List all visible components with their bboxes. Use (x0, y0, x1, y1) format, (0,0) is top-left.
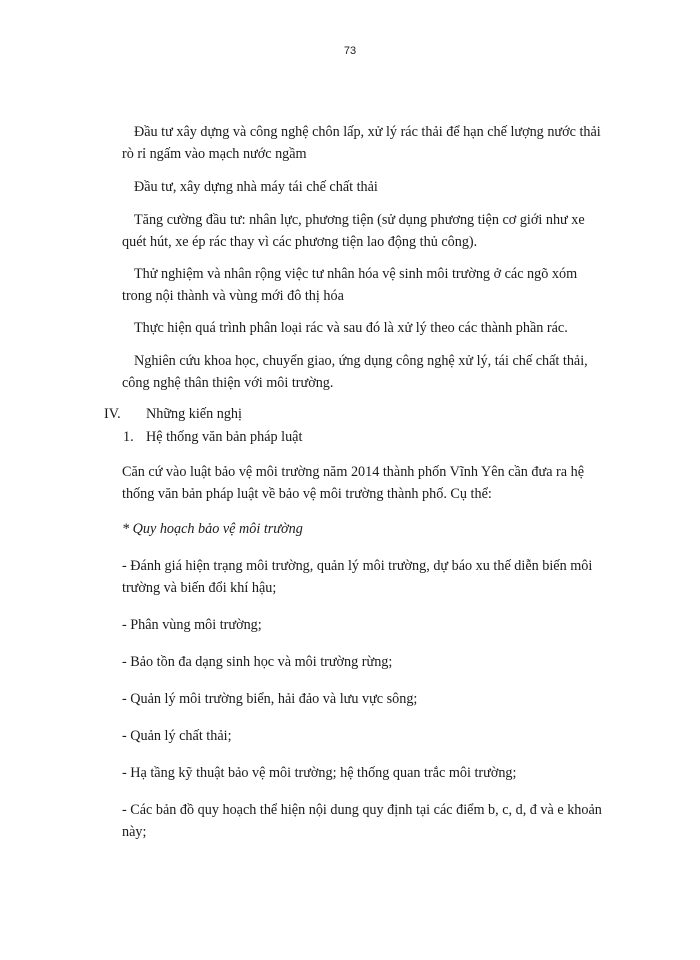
subsection-number: 1. (123, 429, 134, 445)
intro-paragraph-line-1: Căn cứ vào luật bảo vệ môi trường năm 2014 thành phốn Vĩnh Yên cần đưa ra hệ (122, 464, 584, 480)
list-item-7-line-2: này; (122, 824, 147, 840)
intro-paragraph-line-2: thống văn bản pháp luật về bảo vệ môi trường thành phố. Cụ thể: (122, 486, 492, 502)
list-item-1-line-2: trường và biến đổi khí hậu; (122, 580, 277, 596)
list-item-5: - Quản lý chất thải; (122, 728, 232, 744)
solution-paragraph-3-line-1: Tăng cường đầu tư: nhân lực, phương tiện (sử dụng phương tiện cơ giới như xe (134, 212, 585, 228)
list-item-2: - Phân vùng môi trường; (122, 617, 262, 633)
solution-paragraph-1-line-1: Đầu tư xây dựng và công nghệ chôn lấp, xử lý rác thải để hạn chế lượng nước thải (134, 124, 601, 140)
list-item-6: - Hạ tầng kỹ thuật bảo vệ môi trường; hệ thống quan trắc môi trường; (122, 765, 517, 781)
list-item-7-line-1: - Các bản đồ quy hoạch thể hiện nội dung quy định tại các điểm b, c, d, đ và e khoản (122, 802, 602, 818)
solution-paragraph-4-line-1: Thử nghiệm và nhân rộng việc tư nhân hóa vệ sinh môi trường ở các ngõ xóm (134, 266, 578, 282)
subsection-title: Hệ thống văn bản pháp luật (146, 429, 303, 445)
section-title: Những kiến nghị (146, 406, 242, 422)
solution-paragraph-3-line-2: quét hút, xe ép rác thay vì các phương tiện lao động thủ công). (122, 234, 478, 250)
planning-heading: * Quy hoạch bảo vệ môi trường (122, 521, 303, 537)
solution-paragraph-2-line-1: Đầu tư, xây dựng nhà máy tái chế chất thải (134, 179, 378, 195)
section-numeral: IV. (104, 406, 121, 422)
page-number: 73 (343, 45, 357, 57)
solution-paragraph-5-line-1: Thực hiện quá trình phân loại rác và sau đó là xử lý theo các thành phần rác. (134, 320, 568, 336)
solution-paragraph-4-line-2: trong nội thành và vùng mới đô thị hóa (122, 288, 344, 304)
solution-paragraph-6-line-2: công nghệ thân thiện với môi trường. (122, 375, 334, 391)
list-item-4: - Quản lý môi trường biển, hải đảo và lưu vực sông; (122, 691, 418, 707)
list-item-3: - Bảo tồn đa dạng sinh học và môi trường rừng; (122, 654, 393, 670)
solution-paragraph-6-line-1: Nghiên cứu khoa học, chuyển giao, ứng dụng công nghệ xử lý, tái chế chất thải, (134, 353, 588, 369)
list-item-1-line-1: - Đánh giá hiện trạng môi trường, quản lý môi trường, dự báo xu thế diễn biến môi (122, 558, 593, 574)
solution-paragraph-1-line-2: rò rỉ ngấm vào mạch nước ngầm (122, 146, 307, 162)
